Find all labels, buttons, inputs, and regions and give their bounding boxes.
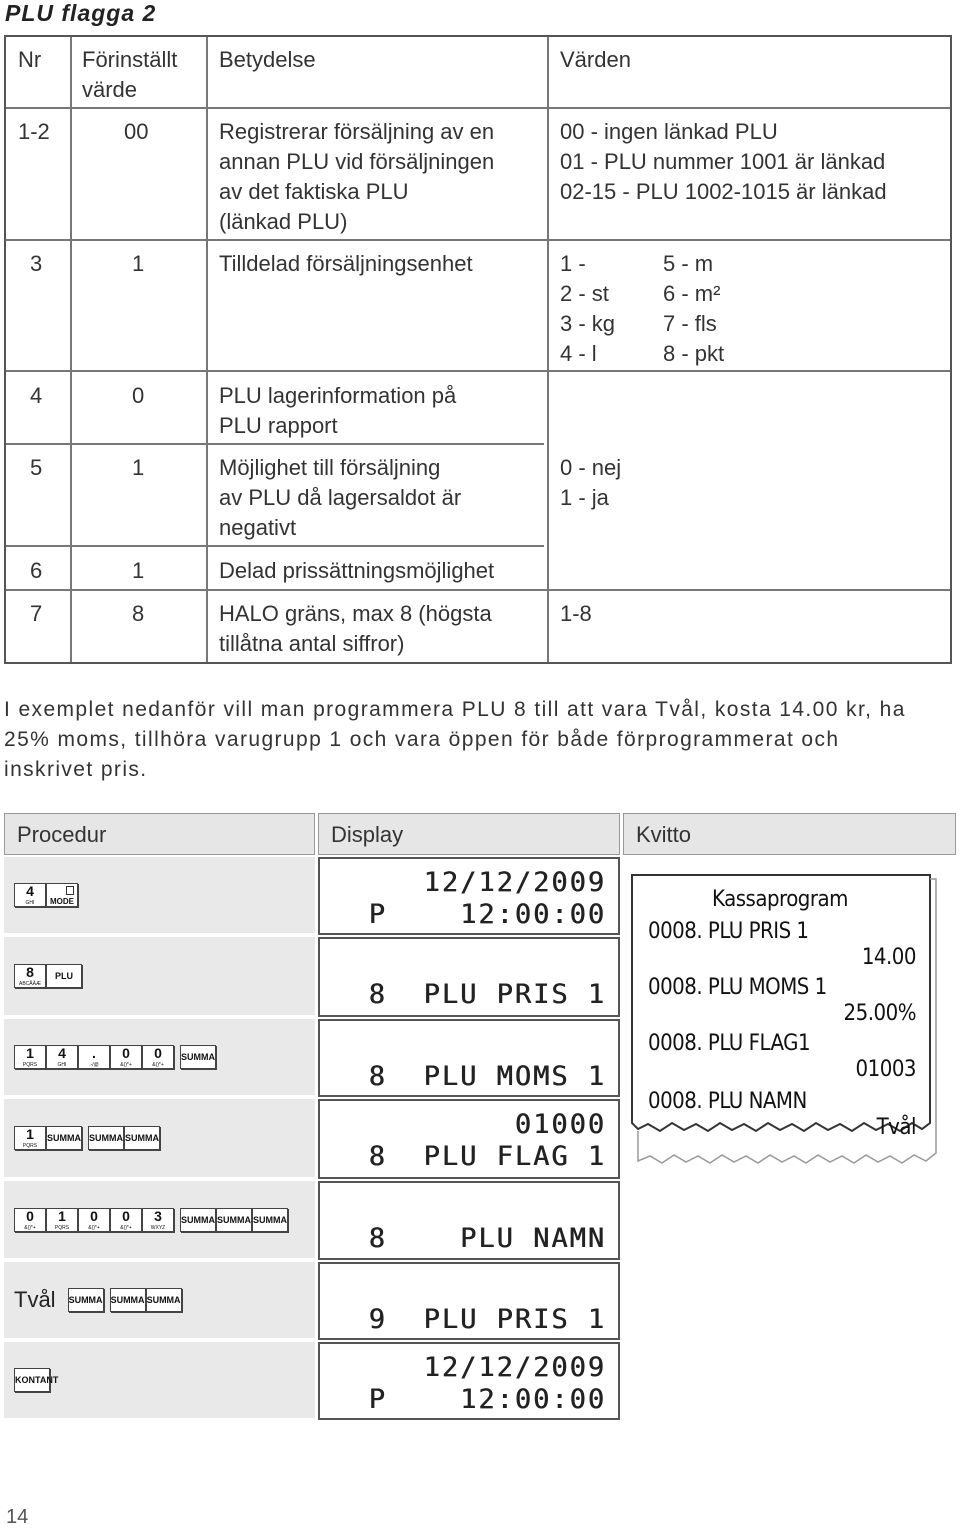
display-cell — [318, 937, 620, 1017]
key-group — [68, 1288, 104, 1312]
intro-text: I exemplet nedanför vill man programmera PLU 8 till att vara Tvål, kosta 14.00 kr, ha 25% moms, tillhöra varugrupp 1 och vara öppen för både förprogrammerat och inskrivet pris. — [4, 698, 906, 781]
key-mode — [46, 883, 78, 907]
key-label: 4 — [58, 1045, 66, 1061]
mode-icon — [66, 886, 74, 895]
display-cell — [318, 1099, 620, 1179]
key-digit — [110, 1045, 142, 1069]
key-digit — [110, 1208, 142, 1232]
display-cell — [318, 1262, 620, 1340]
row-preset: 1 — [132, 251, 145, 276]
table-row — [6, 589, 950, 591]
key-sub-label: WXYZ — [150, 1224, 166, 1231]
lcd-line-1: 01000 — [514, 1109, 606, 1140]
procedure-step — [4, 937, 315, 1017]
table-row — [6, 443, 544, 445]
key-group — [180, 1045, 216, 1069]
key-sub-label: MODE — [50, 897, 74, 906]
row-values: 1-8 — [560, 601, 592, 626]
row-nr: 5 — [30, 455, 43, 480]
receipt-title: Kassaprogram — [712, 887, 848, 912]
row-meaning: PLU lagerinformation på PLU rapport — [219, 383, 457, 438]
table-row — [6, 239, 950, 241]
receipt-line-value: 25.00% — [843, 1001, 916, 1026]
table-row — [6, 107, 950, 109]
procedure-step — [4, 1342, 315, 1420]
key-label: 1 — [58, 1207, 66, 1224]
key-label: 1 — [26, 1045, 34, 1061]
key-summa: SUMMA — [68, 1288, 104, 1312]
key-digit — [46, 1208, 78, 1232]
table-row — [6, 370, 950, 372]
key-summa: SUMMA — [88, 1126, 124, 1150]
header-receipt: Kvitto — [623, 813, 956, 855]
lcd-line-2: 9 PLU PRIS 1 — [368, 1304, 606, 1335]
header-meaning: Betydelse — [219, 47, 316, 72]
key-summa: SUMMA — [146, 1288, 182, 1312]
key-summa: SUMMA — [46, 1126, 82, 1150]
receipt-line-label: 0008. PLU PRIS 1 — [648, 919, 809, 944]
procedure-step — [4, 857, 315, 935]
row-meaning: HALO gräns, max 8 (högsta tillåtna antal siffror) — [219, 601, 492, 656]
col-divider — [206, 37, 208, 662]
row-preset: 0 — [132, 383, 145, 408]
key-kontant: KONTANT — [14, 1368, 50, 1392]
row-values: 00 - ingen länkad PLU 01 - PLU nummer 1001 är länkad 02-15 - PLU 1002-1015 är länkad — [560, 119, 887, 204]
receipt-line-value: Tvål — [876, 1115, 916, 1140]
key-summa: SUMMA — [110, 1288, 146, 1312]
key-group — [14, 964, 82, 988]
lcd-line-2: 8 PLU FLAG 1 — [368, 1141, 606, 1172]
row-values: 0 - nej 1 - ja — [560, 455, 622, 510]
section-title: PLU flagga 2 — [5, 0, 157, 26]
key-digit — [14, 883, 46, 907]
row-nr: 1-2 — [18, 119, 50, 144]
row-meaning: Tilldelad försäljningsenhet — [219, 251, 473, 276]
lcd-line-2: 8 PLU NAMN — [368, 1223, 606, 1254]
key-summa: SUMMA — [180, 1208, 216, 1232]
key-digit — [14, 964, 46, 988]
header-values: Värden — [560, 47, 631, 72]
key-group — [14, 883, 78, 907]
key-label: 4 — [26, 883, 34, 899]
key-digit — [46, 1045, 78, 1069]
receipt-line-value: 14.00 — [861, 945, 916, 970]
row-preset: 8 — [132, 601, 145, 626]
key-sub-label: &()*+ — [152, 1062, 164, 1068]
row-values-units-left: 1 - 2 - st 3 - kg 4 - l — [560, 251, 616, 366]
page-number: 14 — [6, 1506, 29, 1528]
row-meaning: Möjlighet till försäljning av PLU då lagersaldot är negativt — [219, 455, 462, 540]
key-summa: SUMMA — [180, 1045, 216, 1069]
lcd-line-1: 12/12/2009 — [423, 1352, 606, 1383]
key-label: 0 — [122, 1207, 130, 1224]
lcd-line-2: 8 PLU PRIS 1 — [368, 979, 606, 1010]
key-group — [14, 1045, 174, 1069]
key-sub-label: GHI — [25, 900, 35, 906]
key-sub-label: PQRS — [54, 1224, 70, 1231]
key-group — [14, 1208, 174, 1232]
row-nr: 3 — [30, 251, 43, 276]
row-nr: 4 — [30, 383, 43, 408]
row-preset: 00 — [124, 119, 149, 144]
row-nr: 7 — [30, 601, 43, 626]
procedure-step — [4, 1181, 315, 1260]
lcd-line-2: P 12:00:00 — [368, 899, 606, 930]
key-digit — [78, 1208, 110, 1232]
header-display: Display — [318, 813, 620, 855]
procedure-step — [4, 1099, 315, 1179]
display-cell — [318, 1342, 620, 1420]
key-label: 1 — [26, 1126, 34, 1142]
key-label: 0 — [26, 1207, 34, 1224]
key-sub-label: PQRS — [22, 1062, 38, 1068]
key-label: 8 — [26, 964, 34, 980]
procedure-step — [4, 1019, 315, 1097]
key-summa: SUMMA — [252, 1208, 288, 1232]
display-cell — [318, 1019, 620, 1097]
key-sub-label: &()*+ — [120, 1062, 132, 1068]
display-cell — [318, 1181, 620, 1260]
row-nr: 6 — [30, 558, 43, 583]
col-divider — [547, 37, 549, 662]
row-preset: 1 — [132, 558, 145, 583]
key-summa: SUMMA — [216, 1208, 252, 1232]
key-label: 3 — [154, 1207, 162, 1224]
receipt-line-label: 0008. PLU FLAG1 — [648, 1031, 811, 1056]
key-digit — [14, 1045, 46, 1069]
typed-word: Tvål — [14, 1287, 56, 1312]
key-sub-label: &()*+ — [88, 1224, 100, 1231]
key-sub-label: .-/@ — [89, 1062, 99, 1068]
key-sub-label: &()*+ — [24, 1224, 36, 1231]
table-row — [6, 545, 544, 547]
header-nr: Nr — [18, 47, 42, 72]
key-digit — [142, 1045, 174, 1069]
key-sub-label: ABCÅÄÆ — [19, 981, 41, 987]
key-group — [110, 1288, 182, 1312]
key-digit — [78, 1045, 110, 1069]
key-sub-label: GHI — [57, 1062, 67, 1068]
plu-flag-table — [4, 35, 952, 664]
key-digit — [142, 1208, 174, 1232]
lcd-line-2: 8 PLU MOMS 1 — [368, 1061, 606, 1092]
display-cell — [318, 857, 620, 935]
key-group — [14, 1126, 82, 1150]
key-label: 0 — [90, 1207, 98, 1224]
lcd-line-1: 12/12/2009 — [423, 867, 606, 898]
key-sub-label: PQRS — [22, 1143, 38, 1149]
header-preset: Förinställt värde — [82, 47, 178, 102]
receipt-line-label: 0008. PLU NAMN — [648, 1089, 807, 1114]
procedure-step — [4, 1262, 315, 1340]
receipt-line-label: 0008. PLU MOMS 1 — [648, 975, 827, 1000]
key-group — [14, 1368, 59, 1392]
key-digit — [14, 1208, 46, 1232]
key-sub-label: &()*+ — [120, 1224, 132, 1231]
lcd-line-2: P 12:00:00 — [368, 1384, 606, 1415]
header-procedure: Procedur — [4, 813, 315, 855]
key-plu: PLU — [46, 964, 82, 988]
key-summa: SUMMA — [124, 1126, 160, 1150]
row-meaning: Registrerar försäljning av en annan PLU vid försäljningen av det faktiska PLU (länkad PLU) — [219, 119, 495, 234]
receipt — [630, 873, 938, 1165]
key-digit — [14, 1126, 46, 1150]
key-label: 0 — [154, 1045, 162, 1061]
row-preset: 1 — [132, 455, 145, 480]
key-group — [180, 1208, 288, 1232]
key-group — [88, 1126, 160, 1150]
key-label: . — [92, 1045, 96, 1061]
row-values-units-right: 5 - m 6 - m² 7 - fls 8 - pkt — [663, 251, 725, 366]
key-label: 0 — [122, 1045, 130, 1061]
row-meaning: Delad prissättningsmöjlighet — [219, 558, 495, 583]
receipt-line-value: 01003 — [855, 1057, 916, 1082]
col-divider — [70, 37, 72, 662]
